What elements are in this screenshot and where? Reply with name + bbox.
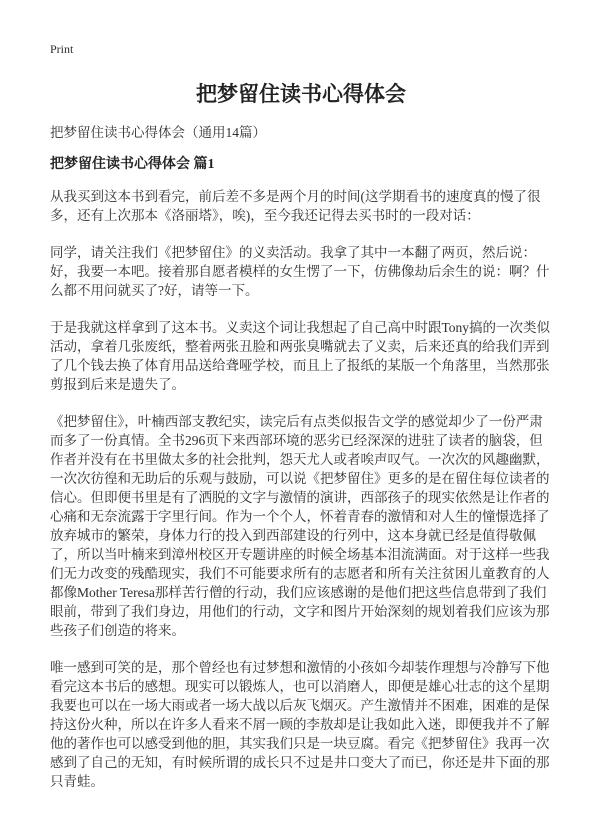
page-title: 把梦留住读书心得体会	[196, 82, 406, 106]
doc-subtitle: 把梦留住读书心得体会（通用14篇）	[50, 125, 266, 140]
body-text	[50, 187, 552, 791]
paragraph-1: 从我买到这本书到看完，前后差不多是两个月的时间(这学期看书的速度真的慢了很多，还有上次那本《洛丽塔》，唉)，至今我还记得去买书时的一段对话：	[50, 189, 541, 223]
print-link[interactable]: Print	[50, 42, 74, 56]
paragraph-4: 《把梦留住》，叶楠西部支教纪实，读完后有点类似报告文学的感觉却少了一份严肃而多了一份真情。全书296页下来西部环境的恶劣已经深深的进驻了读者的脑袋，但作者并没有在书里做太多的社会批判，怨天尤人或者唉声叹气。一次次的风趣幽默，一次次彷徨和无助后的乐观与鼓励，可以说《把梦留住》更多的是在留住每位读者的信心。但即便书里是有了洒脱的文字与激情的演讲，西部孩子的现实依然是让作者的心痛和无奈流露于字里行间。作为一个个人，怀着青春的激情和对人生的憧憬选择了放弃城市的繁荣，身体力行的投入到西部建设的行列中，这本身就已经是值得敬佩了，所以当叶楠来到漳州校区开专题讲座的时候全场基本泪流满面。对于这样一些我们无力改变的残酷现实，我们不可能要求所有的志愿者和所有关注贫困儿童教育的人都像Mother Teresa那样苦行僧的行动，我们应该感谢的是他们把这些信息带到了我们眼前，带到了我们身边，用他们的行动，文字和图片开始深刻的规划着我们应该为那些孩子们创造的将来。	[50, 414, 550, 638]
paragraph-3: 于是我就这样拿到了这本书。义卖这个词让我想起了自己高中时跟Tony搞的一次类似活动，拿着几张废纸，整着两张丑脸和两张臭嘴就去了义卖，后来还真的给我们弄到了几个钱去换了体育用品送给聋哑学校，而且上了报纸的某版一个角落里，当然那张剪报到后来是遗失了。	[50, 320, 551, 392]
section-heading: 把梦留住读书心得体会 篇1	[50, 157, 215, 172]
paragraph-2: 同学，请关注我们《把梦留住》的义卖活动。我拿了其中一本翻了两页，然后说：好，我要一本吧。接着那自愿者模样的女生愣了一下，仿佛像劫后余生的说：啊？什么都不用问就买了?好，请等一下。	[50, 245, 550, 298]
paragraph-5: 唯一感到可笑的是，那个曾经也有过梦想和激情的小孩如今却装作理想与冷静写下他看完这本书后的感想。现实可以锻炼人，也可以消磨人，即便是雄心壮志的这个星期我要也可以在一场大雨或者一场大战以后灰飞烟灭。产生激情并不困难，困难的是保持这份火种，所以在许多人看来不屑一顾的李敖却是让我如此入迷，即便我并不了解他的著作也可以感受到他的胆，其实我们只是一块豆腐。看完《把梦留住》我再一次感到了自己的无知，有时候所谓的成长只不过是井口变大了而已，你还是井下面的那只青蛙。	[50, 660, 550, 789]
